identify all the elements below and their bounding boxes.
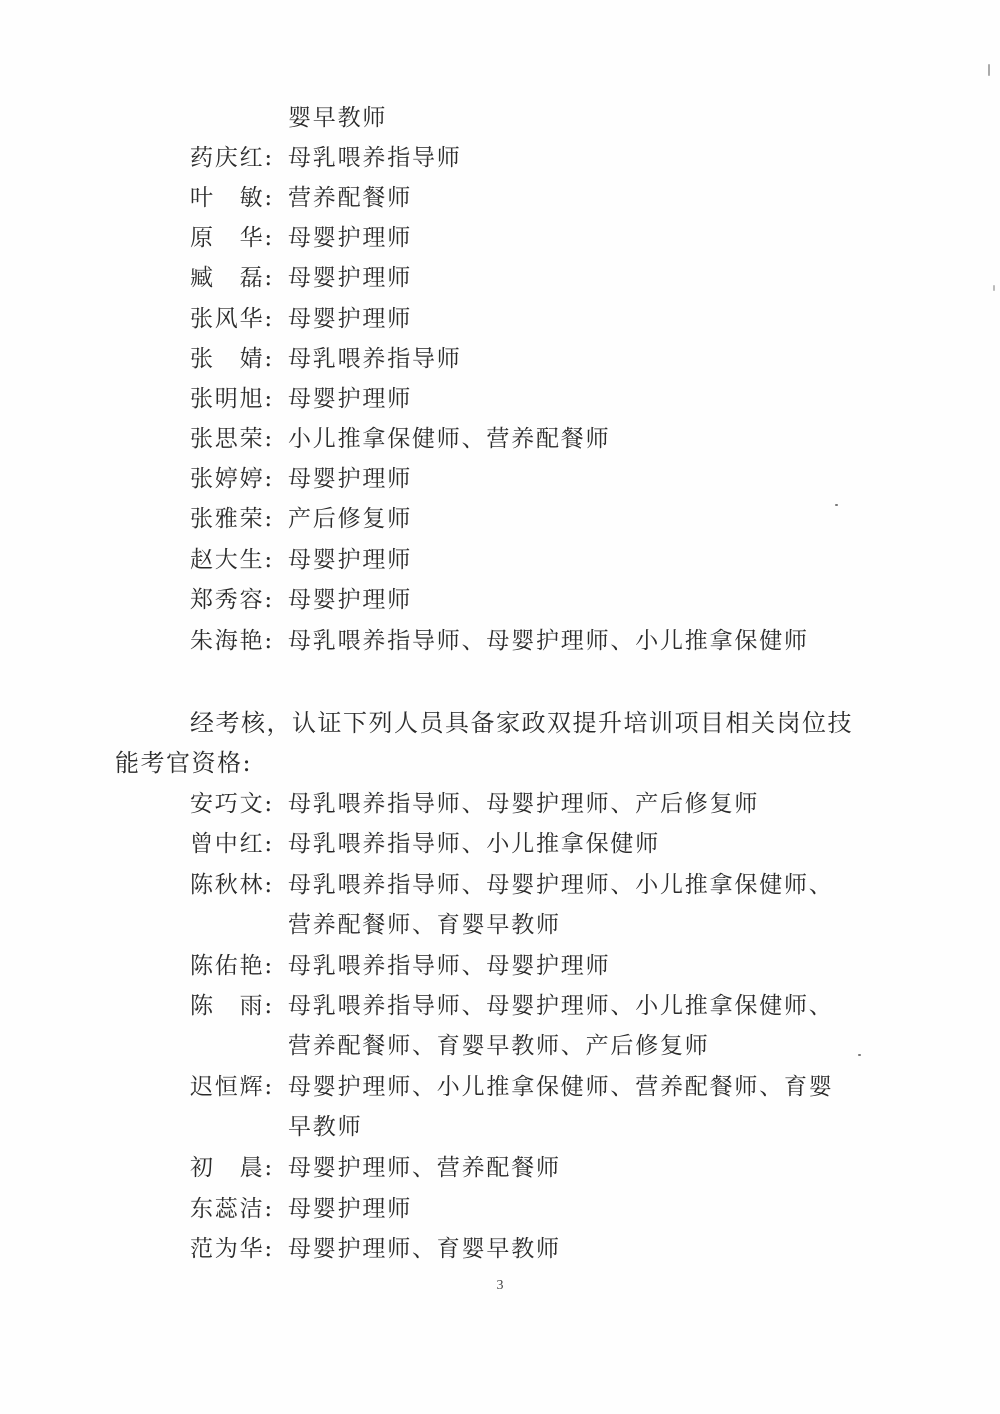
person-name: 原 华: <box>190 225 274 251</box>
person-roles: 母婴护理师 <box>288 306 412 332</box>
person-roles: 营养配餐师 <box>288 185 412 211</box>
intro-text: 经考核，认证下列人员具备家政双提升培训项目相关岗位技 <box>190 709 853 737</box>
person-roles: 母婴护理师 <box>288 386 412 412</box>
person-name: 陈 雨: <box>190 993 274 1019</box>
person-roles: 母乳喂养指导师、母婴护理师、小儿推拿保健师 <box>288 628 809 654</box>
scan-speck <box>858 1054 861 1056</box>
scan-edge-mark <box>988 64 990 76</box>
person-name: 安巧文: <box>190 791 274 817</box>
person-name: 迟恒辉: <box>190 1074 274 1100</box>
person-roles: 母婴护理师 <box>288 225 412 251</box>
roles-continuation: 婴早教师 <box>288 105 388 131</box>
person-roles: 母乳喂养指导师、小儿推拿保健师 <box>288 831 660 857</box>
page-number: 3 <box>496 1278 504 1293</box>
person-name: 张风华: <box>190 306 274 332</box>
person-roles-continuation: 营养配餐师、育婴早教师、产后修复师 <box>288 1033 710 1059</box>
person-name: 药庆红: <box>190 145 274 171</box>
person-name: 初 晨: <box>190 1155 274 1181</box>
person-name: 郑秀容: <box>190 587 274 613</box>
person-name: 臧 磊: <box>190 265 274 291</box>
person-name: 范为华: <box>190 1236 274 1262</box>
person-roles: 小儿推拿保健师、营养配餐师 <box>288 426 611 452</box>
person-name: 张思荣: <box>190 426 274 452</box>
intro-text: 能考官资格: <box>115 749 253 777</box>
person-roles: 母婴护理师 <box>288 1196 412 1222</box>
person-roles: 母乳喂养指导师 <box>288 346 462 372</box>
person-roles-continuation: 早教师 <box>288 1114 363 1140</box>
person-name: 叶 敏: <box>190 185 274 211</box>
person-roles: 母乳喂养指导师、母婴护理师、小儿推拿保健师、 <box>288 993 834 1019</box>
person-roles: 母婴护理师、小儿推拿保健师、营养配餐师、育婴 <box>288 1074 834 1100</box>
person-name: 张明旭: <box>190 386 274 412</box>
person-roles: 母乳喂养指导师 <box>288 145 462 171</box>
person-roles: 母乳喂养指导师、母婴护理师 <box>288 953 611 979</box>
scan-edge-mark <box>993 285 995 291</box>
person-name: 朱海艳: <box>190 628 274 654</box>
person-roles-continuation: 营养配餐师、育婴早教师 <box>288 912 561 938</box>
person-roles: 母婴护理师 <box>288 547 412 573</box>
person-name: 陈佑艳: <box>190 953 274 979</box>
person-roles: 母婴护理师 <box>288 265 412 291</box>
person-roles: 母乳喂养指导师、母婴护理师、产后修复师 <box>288 791 760 817</box>
person-name: 张婷婷: <box>190 466 274 492</box>
person-roles: 母婴护理师、育婴早教师 <box>288 1236 561 1262</box>
person-roles: 母乳喂养指导师、母婴护理师、小儿推拿保健师、 <box>288 872 834 898</box>
person-roles: 母婴护理师 <box>288 587 412 613</box>
person-name: 赵大生: <box>190 547 274 573</box>
person-name: 陈秋林: <box>190 872 274 898</box>
person-name: 张 婧: <box>190 346 274 372</box>
person-name: 张雅荣: <box>190 506 274 532</box>
person-roles: 母婴护理师、营养配餐师 <box>288 1155 561 1181</box>
person-roles: 母婴护理师 <box>288 466 412 492</box>
person-name: 东蕊洁: <box>190 1196 274 1222</box>
person-roles: 产后修复师 <box>288 506 412 532</box>
scan-speck <box>835 504 838 506</box>
person-name: 曾中红: <box>190 831 274 857</box>
